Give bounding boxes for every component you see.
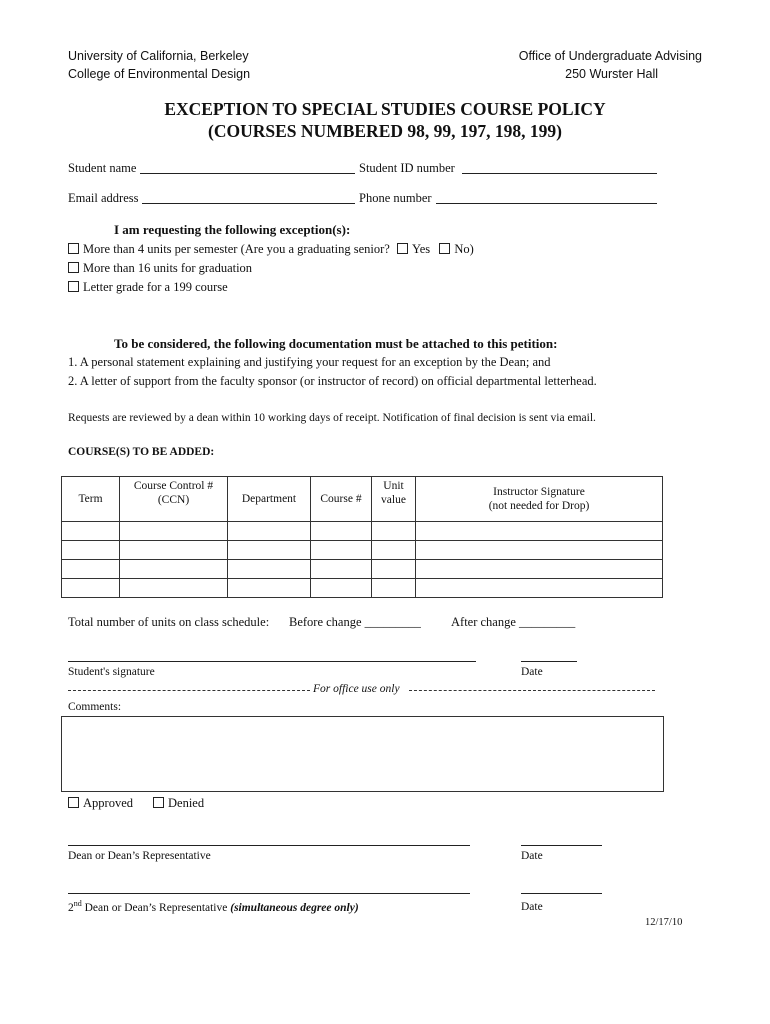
email-label: Email address: [68, 191, 139, 205]
student-date-label: Date: [521, 666, 543, 678]
courses-table: [61, 476, 663, 598]
col-unit-line1: Unit: [383, 480, 404, 492]
ordinal-suffix: nd: [73, 899, 82, 908]
units-after-field[interactable]: After change _________: [451, 615, 576, 629]
form-subtitle: (COURSES NUMBERED 98, 99, 197, 198, 199): [208, 121, 562, 141]
denied-option: [153, 796, 204, 811]
exception-option-letter-grade: [68, 280, 228, 295]
exception-option-units-semester: [68, 242, 474, 257]
units-label: Total number of units on class schedule:: [68, 615, 270, 629]
revision-date: 12/17/10: [645, 917, 683, 928]
units-before-field[interactable]: Before change _________: [289, 615, 421, 629]
exceptions-heading: I am requesting the following exception(s):: [114, 222, 351, 237]
cell-unit[interactable]: [372, 560, 416, 579]
courses-heading: COURSE(S) TO BE ADDED:: [68, 446, 215, 458]
table-row: [62, 560, 663, 579]
form-title: EXCEPTION TO SPECIAL STUDIES COURSE POLICY: [164, 99, 606, 119]
student-id-field[interactable]: [462, 173, 657, 174]
col-unit: [372, 477, 416, 522]
cell-ccn[interactable]: [120, 541, 228, 560]
cell-department[interactable]: [228, 579, 311, 598]
table-row: [62, 522, 663, 541]
college-name: College of Environmental Design: [68, 67, 251, 81]
cell-department[interactable]: [228, 522, 311, 541]
exception-option-label: More than 16 units for graduation: [83, 261, 253, 275]
student-signature-line[interactable]: [68, 661, 476, 662]
second-dean-date-label: Date: [521, 901, 543, 913]
documentation-item-2: 2. A letter of support from the faculty sponsor (or instructor of record) on official departmental letterhead.: [68, 374, 597, 388]
cell-course[interactable]: [311, 579, 372, 598]
student-id-label: Student ID number: [359, 161, 455, 175]
cell-course[interactable]: [311, 541, 372, 560]
comments-label: Comments:: [68, 701, 122, 713]
col-ccn-line1: Course Control #: [133, 480, 214, 492]
cell-unit[interactable]: [372, 522, 416, 541]
email-field[interactable]: [142, 203, 355, 204]
col-term: Term: [62, 477, 120, 522]
checkbox-yes[interactable]: [397, 243, 408, 254]
yes-label: Yes: [411, 242, 431, 256]
office-address: 250 Wurster Hall: [565, 67, 658, 81]
cell-signature[interactable]: [416, 560, 663, 579]
col-department: Department: [228, 477, 311, 522]
table-row: [62, 541, 663, 560]
cell-signature[interactable]: [416, 522, 663, 541]
ordinal-number: 2: [68, 901, 74, 914]
cell-ccn[interactable]: [120, 579, 228, 598]
student-signature-label: Student's signature: [68, 666, 155, 678]
student-name-field[interactable]: [140, 173, 355, 174]
phone-label: Phone number: [359, 191, 432, 205]
dean-signature-line[interactable]: [68, 845, 470, 846]
cell-course[interactable]: [311, 560, 372, 579]
office-use-label: For office use only: [313, 683, 400, 695]
checkbox-units-semester[interactable]: [68, 243, 79, 254]
office-divider-right: [409, 690, 655, 691]
review-note: Requests are reviewed by a dean within 10 working days of receipt. Notification of final decision is sent via email.: [68, 412, 596, 424]
checkbox-approved[interactable]: [68, 797, 79, 808]
second-dean-text: Dean or Dean’s Representative: [81, 901, 231, 914]
cell-term[interactable]: [62, 579, 120, 598]
checkbox-no[interactable]: [439, 243, 450, 254]
second-dean-signature-label: [68, 899, 359, 914]
documentation-item-1: 1. A personal statement explaining and justifying your request for an exception by the Dean; and: [68, 355, 551, 369]
second-dean-date-line[interactable]: [521, 893, 602, 894]
exception-option-units-graduation: [68, 261, 252, 276]
no-label: No): [454, 242, 474, 256]
student-date-line[interactable]: [521, 661, 577, 662]
dean-signature-label: Dean or Dean’s Representative: [68, 850, 211, 862]
table-row: [62, 579, 663, 598]
comments-box[interactable]: [61, 716, 664, 792]
cell-ccn[interactable]: [120, 560, 228, 579]
col-signature-line2: (not needed for Drop): [488, 500, 590, 512]
col-signature-line1: Instructor Signature: [493, 486, 585, 498]
col-course: Course #: [311, 477, 372, 522]
cell-unit[interactable]: [372, 579, 416, 598]
cell-department[interactable]: [228, 560, 311, 579]
checkbox-units-graduation[interactable]: [68, 262, 79, 273]
col-signature: [416, 477, 663, 522]
cell-ccn[interactable]: [120, 522, 228, 541]
cell-signature[interactable]: [416, 541, 663, 560]
second-dean-signature-line[interactable]: [68, 893, 470, 894]
denied-label: Denied: [168, 796, 205, 810]
checkbox-denied[interactable]: [153, 797, 164, 808]
exception-option-label: Letter grade for a 199 course: [83, 280, 228, 294]
dean-date-line[interactable]: [521, 845, 602, 846]
office-divider-left: [68, 690, 310, 691]
table-header-row: [62, 477, 663, 522]
approved-label: Approved: [83, 796, 133, 810]
cell-term[interactable]: [62, 541, 120, 560]
documentation-heading: To be considered, the following documentation must be attached to this petition:: [114, 336, 558, 351]
cell-course[interactable]: [311, 522, 372, 541]
col-unit-line2: value: [381, 494, 406, 506]
cell-term[interactable]: [62, 560, 120, 579]
approved-option: [68, 796, 133, 811]
cell-term[interactable]: [62, 522, 120, 541]
col-ccn-line2: (CCN): [157, 494, 190, 506]
cell-signature[interactable]: [416, 579, 663, 598]
dean-date-label: Date: [521, 850, 543, 862]
simultaneous-degree-note: (simultaneous degree only): [230, 901, 359, 914]
exception-option-label: More than 4 units per semester (Are you a graduating senior?: [83, 242, 390, 256]
col-ccn: [120, 477, 228, 522]
cell-unit[interactable]: [372, 541, 416, 560]
cell-department[interactable]: [228, 541, 311, 560]
checkbox-letter-grade[interactable]: [68, 281, 79, 292]
institution-name: University of California, Berkeley: [68, 49, 249, 63]
office-name: Office of Undergraduate Advising: [518, 49, 702, 63]
student-name-label: Student name: [68, 161, 137, 175]
phone-field[interactable]: [436, 203, 657, 204]
